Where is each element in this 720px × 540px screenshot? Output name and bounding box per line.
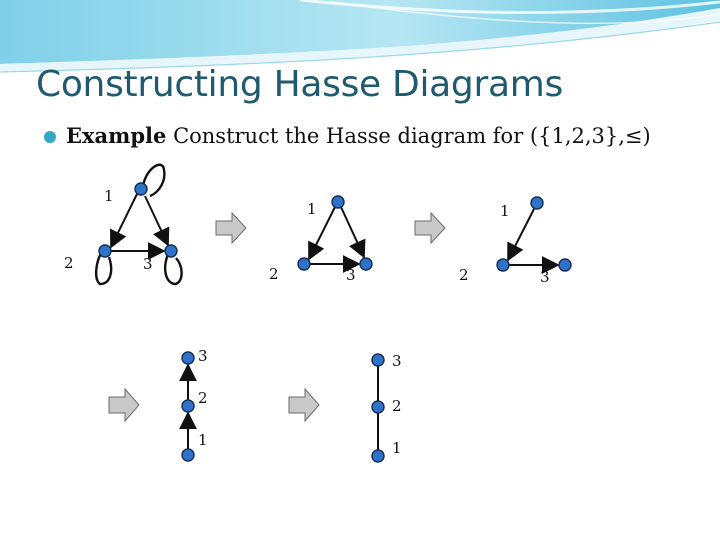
edge-1-3 (341, 207, 364, 257)
node-3 (165, 245, 177, 257)
transition-arrow-2-icon (415, 213, 445, 243)
node-2 (372, 401, 384, 413)
bullet-body: Construct the Hasse diagram for ({1,2,3},≤) (166, 124, 651, 148)
node-3 (559, 259, 571, 271)
step-1-graph (64, 165, 182, 284)
node-1 (182, 449, 194, 461)
node-2 (182, 400, 194, 412)
node-label-1: 1 (500, 202, 510, 220)
node-1 (332, 196, 344, 208)
edge-1-2 (111, 194, 137, 247)
node-label-3: 3 (392, 352, 402, 370)
step-3-graph (459, 197, 571, 286)
node-label-2: 2 (64, 254, 74, 272)
step-5-hasse-diagram (372, 352, 402, 462)
node-3 (360, 258, 372, 270)
node-1 (135, 183, 147, 195)
transition-arrow-4-icon (289, 389, 319, 421)
node-label-3: 3 (143, 255, 153, 273)
node-label-2: 2 (459, 266, 469, 284)
transition-arrow-1-icon (216, 213, 246, 243)
node-2 (298, 258, 310, 270)
node-label-3: 3 (540, 268, 550, 286)
node-label-1: 1 (392, 439, 402, 457)
node-label-1: 1 (307, 200, 317, 218)
bullet-label: Example (66, 123, 167, 148)
node-label-2: 2 (198, 389, 208, 407)
node-1 (531, 197, 543, 209)
node-label-2: 2 (392, 397, 402, 415)
node-label-3: 3 (346, 266, 356, 284)
slide-title: Constructing Hasse Diagrams (36, 64, 563, 105)
transition-arrow-3-icon (109, 389, 139, 421)
node-label-3: 3 (198, 347, 208, 365)
edge-1-2 (508, 209, 534, 260)
edge-1-3 (145, 196, 168, 245)
node-label-1: 1 (198, 431, 208, 449)
self-loop-3 (165, 254, 181, 284)
node-3 (182, 352, 194, 364)
node-2 (497, 259, 509, 271)
node-label-2: 2 (269, 265, 279, 283)
step-4-graph (182, 347, 208, 461)
node-1 (372, 450, 384, 462)
node-label-1: 1 (104, 187, 114, 205)
node-3 (372, 354, 384, 366)
node-2 (99, 245, 111, 257)
step-2-graph (269, 196, 372, 284)
